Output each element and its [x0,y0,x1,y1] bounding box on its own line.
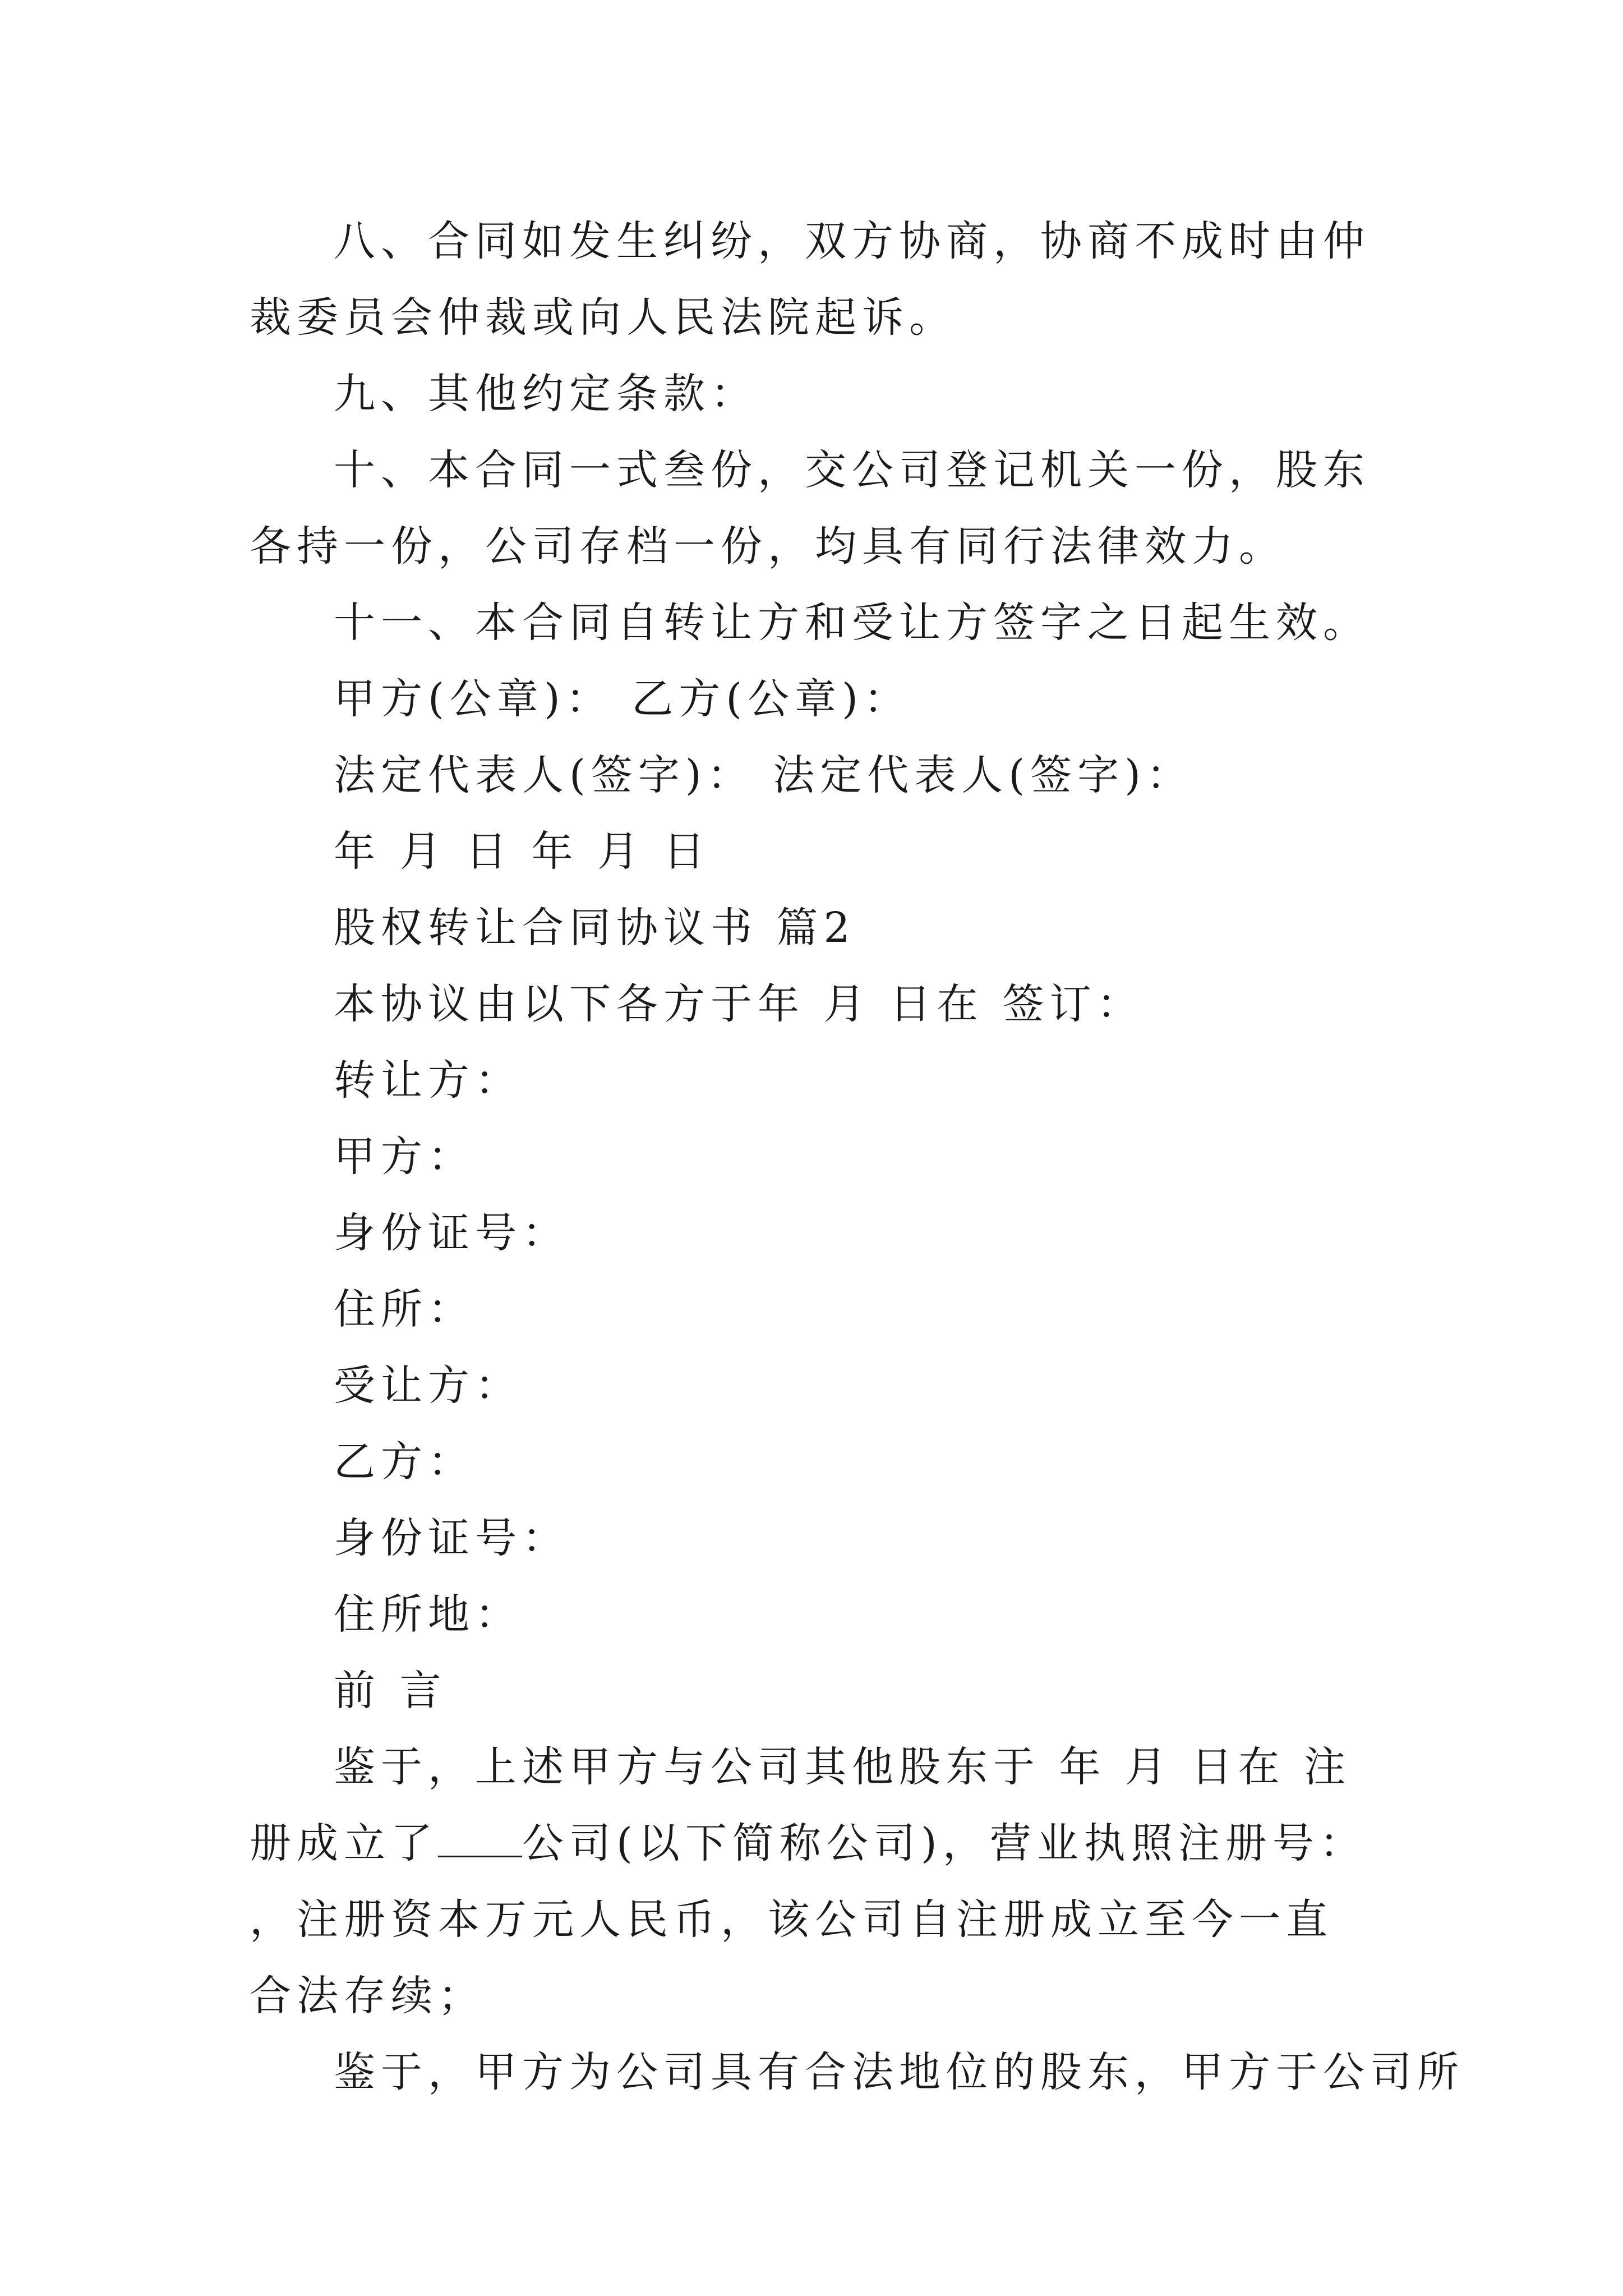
whereas-paragraph-2: 鉴于，甲方为公司具有合法地位的股东，甲方于公司所 [334,2048,1464,2096]
transferee-label: 受让方： [334,1361,522,1410]
company-name-blank [438,1821,522,1857]
party-a-address-label: 住所： [334,1285,475,1333]
party-b-address-label: 住所地： [334,1590,522,1639]
whereas-paragraph-1 [250,1729,1380,2034]
representative-line: 法定代表人(签字)： 法定代表人(签字)： [334,751,1194,799]
clause-10-paragraph: 十、本合同一式叁份，交公司登记机关一份，股东各持一份，公司存档一份，均具有同行法律效力。 [250,446,1370,570]
party-b-label: 乙方： [334,1438,475,1486]
party-a-id-label: 身份证号： [334,1209,569,1257]
party-a-label: 甲方： [334,1133,475,1181]
document-body [250,203,1464,2110]
clause-11-paragraph: 十一、本合同自转让方和受让方签字之日起生效。 [334,599,1370,647]
date-line: 年 月 日 年 月 日 [334,827,711,876]
clause-9-paragraph: 九、其他约定条款： [334,370,758,418]
party-b-id-label: 身份证号： [334,1514,569,1562]
whereas-1-end: 公司(以下简称公司)，营业执照注册号： ，注册资本万元人民币，该公司自注册成立至今一直合法存续； [250,1819,1367,2020]
whereas-1-start: 鉴于，上述甲方与公司其他股东于 年 月 日在 注册成立了 [250,1743,1352,1867]
agreement-intro: 本协议由以下各方于年 月 日在 签订： [334,980,1144,1028]
clause-8-paragraph: 八、合同如发生纠纷，双方协商，协商不成时由仲裁委员会仲裁或向人民法院起诉。 [250,217,1370,342]
preamble-heading: 前 言 [334,1667,447,1715]
section-title: 股权转让合同协议书 篇2 [334,904,856,952]
transferor-label: 转让方： [334,1056,522,1105]
seal-line: 甲方(公章)： 乙方(公章)： [334,675,911,723]
